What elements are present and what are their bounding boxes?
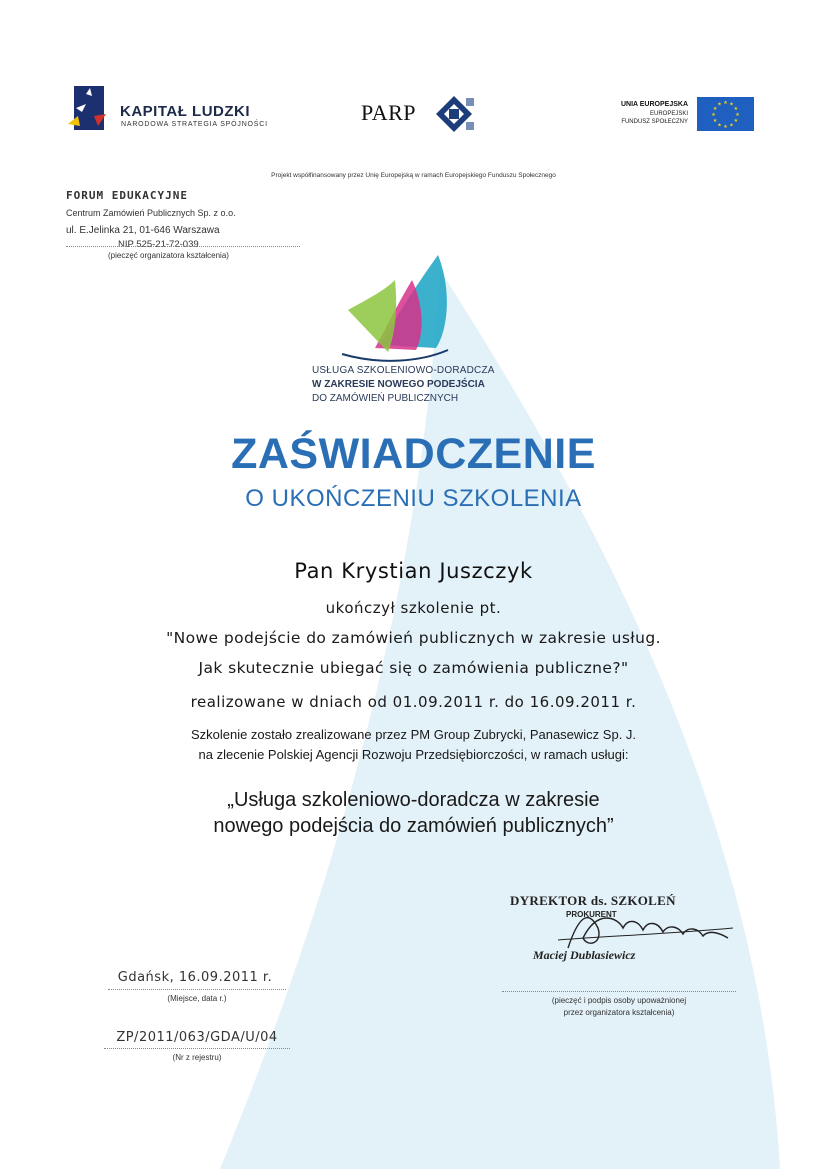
svg-text:★: ★ [729, 101, 734, 108]
course-logo-line2: W ZAKRESIE NOWEGO PODEJŚCIA [312, 379, 485, 390]
recipient-name: Pan Krystian Juszczyk [294, 559, 533, 583]
course-sail-logo [340, 250, 450, 365]
svg-text:★: ★ [723, 124, 728, 130]
svg-text:★: ★ [717, 101, 722, 108]
place-date: Gdańsk, 16.09.2011 r. [117, 970, 273, 985]
kapital-ludzki-subtitle: NARODOWA STRATEGIA SPÓJNOŚCI [121, 121, 268, 128]
signature-caption-line1: (pieczęć i podpis osoby upoważnionej [551, 996, 687, 1005]
organizer-stamp-dotted-line [66, 246, 300, 247]
register-dotted-line [104, 1048, 290, 1049]
svg-text:★: ★ [711, 112, 716, 118]
organizer-stamp-caption: (pieczęć organizatora kształcenia) [108, 251, 229, 260]
register-caption: (Nr z rejestru) [172, 1053, 222, 1062]
register-number: ZP/2011/063/GDA/U/04 [116, 1030, 278, 1045]
signature-caption-line2: przez organizatora kształcenia) [563, 1008, 675, 1017]
svg-text:★: ★ [717, 122, 722, 129]
place-date-caption: (Miejsce, data r.) [167, 994, 227, 1003]
director-title: DYREKTOR ds. SZKOLEŃ [510, 893, 676, 908]
kapital-ludzki-title: KAPITAŁ LUDZKI [120, 103, 251, 120]
eu-subtitle-2: FUNDUSZ SPOŁECZNY [621, 119, 688, 125]
eu-subtitle-1: EUROPEJSKI [649, 111, 688, 117]
svg-text:★: ★ [712, 118, 718, 124]
signer-name: Maciej Dublasiewicz [533, 948, 636, 962]
eu-title: UNIA EUROPEJSKA [620, 101, 688, 108]
course-logo-line1: USŁUGA SZKOLENIOWO-DORADCZA [312, 365, 495, 376]
organizer-stamp-name: FORUM EDUKACYJNE [66, 189, 188, 202]
course-dates: realizowane w dniach od 01.09.2011 r. do 16.09.2011 r. [190, 693, 637, 711]
course-title-line1: "Nowe podejście do zamówień publicznych w zakresie usług. [166, 629, 661, 647]
svg-text:★: ★ [729, 122, 734, 129]
course-title-line2: Jak skutecznie ubiegać się o zamówienia publiczne?" [198, 659, 629, 677]
svg-text:★: ★ [735, 112, 740, 118]
organizer-stamp-line4: NIP 525-21-72-039 [118, 239, 199, 250]
certificate-title: ZAŚWIADCZENIE [231, 430, 596, 478]
implementation-line1: Szkolenie zostało zrealizowane przez PM Group Zubrycki, Panasewicz Sp. J. [190, 727, 637, 742]
certificate-subtitle: O UKOŃCZENIU SZKOLENIA [245, 485, 582, 512]
prokurent-label: PROKURENT [566, 910, 617, 919]
organizer-stamp-line3: ul. E.Jelinka 21, 01-646 Warszawa [66, 225, 220, 236]
kapital-ludzki-logo [68, 86, 112, 134]
svg-text:★: ★ [733, 106, 739, 112]
implementation-line2: na zlecenie Polskiej Agencji Rozwoju Przedsiębiorczości, w ramach usługi: [198, 747, 629, 762]
organizer-stamp-line2: Centrum Zamówień Publicznych Sp. z o.o. [66, 208, 236, 218]
svg-text:★: ★ [712, 106, 718, 112]
completed-text: ukończył szkolenie pt. [325, 599, 502, 617]
svg-text:★: ★ [723, 100, 728, 106]
place-date-dotted-line [108, 989, 286, 990]
project-cofinancing-note: Projekt współfinansowany przez Unię Europejską w ramach Europejskiego Funduszu Społecznego [271, 172, 556, 179]
parp-logo-icon [432, 94, 476, 134]
svg-text:★: ★ [733, 118, 739, 124]
signature-dotted-line [502, 991, 736, 992]
eu-flag-icon [697, 97, 754, 131]
service-name-line2: nowego podejścia do zamówień publicznych” [213, 815, 614, 837]
service-name-line1: „Usługa szkoleniowo-doradcza w zakresie [227, 789, 600, 811]
parp-logo-text: PARP [361, 100, 417, 125]
course-logo-line3: DO ZAMÓWIEŃ PUBLICZNYCH [312, 393, 459, 404]
